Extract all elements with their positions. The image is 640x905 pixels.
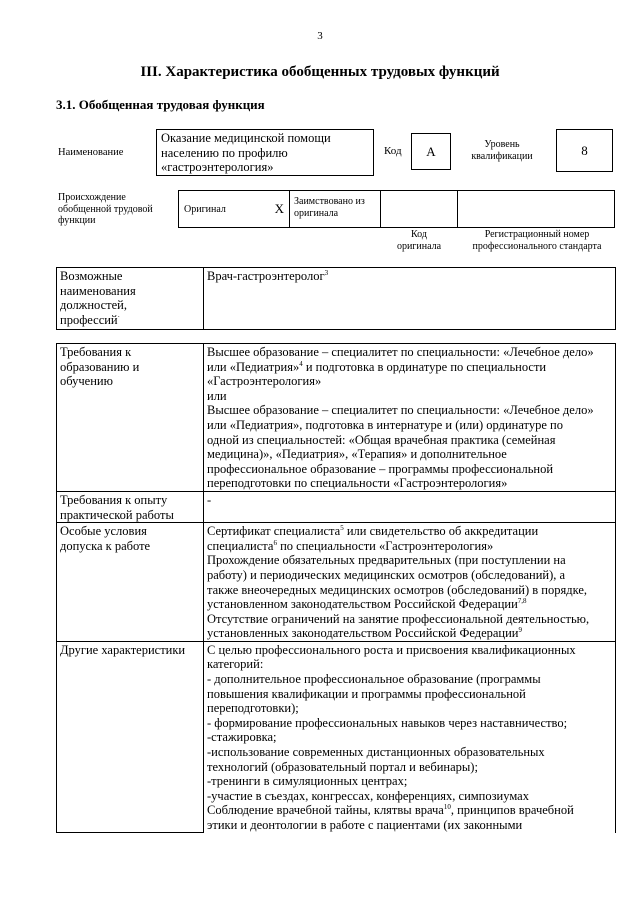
borrowed-cell <box>289 190 381 228</box>
footnote-ref: 9 <box>518 626 522 635</box>
code-original-caption-line: оригинала <box>396 241 442 252</box>
other-line: С целью профессионального роста и присвоения квалификационных <box>207 642 576 657</box>
level-label-line: Уровень <box>484 139 520 150</box>
education-value <box>204 344 616 492</box>
conditions-line: Прохождение обязательных предварительных (при поступлении на <box>207 553 566 568</box>
name-value-box <box>156 129 374 176</box>
other-label <box>57 641 204 832</box>
borrowed-label-line: Заимствовано из <box>294 196 365 207</box>
conditions-line: по специальности «Гастроэнтерология» <box>276 538 494 553</box>
other-row <box>57 641 616 832</box>
regnum-caption-line: профессионального стандарта <box>472 241 602 252</box>
other-label-line: Другие характеристики <box>60 642 186 657</box>
original-cell <box>178 190 290 228</box>
code-original-caption-line: Код <box>411 229 427 240</box>
name-value-line: «гастроэнтерология» <box>161 160 274 174</box>
conditions-line: Сертификат специалиста <box>207 524 341 539</box>
education-line: Высшее образование – специалитет по специальности: «Лечебное дело» <box>207 403 594 418</box>
other-line: - дополнительное профессиональное образование (программы <box>207 672 541 687</box>
positions-value-text: Врач-гастроэнтеролог <box>207 269 325 283</box>
education-line: или <box>207 388 227 403</box>
conditions-line: Отсутствие ограничений на занятие профессиональной деятельностью, <box>207 611 590 626</box>
education-label-line: образованию и <box>60 359 140 374</box>
regnum-cell <box>457 190 615 228</box>
name-value-line: населению по профилю <box>161 145 288 160</box>
footnote-ref: 5 <box>340 523 344 532</box>
other-line: повышения квалификации и программы профессиональной <box>207 686 526 701</box>
level-value: 8 <box>556 129 613 172</box>
education-line: одной из специальностей: «Общая врачебная практика (семейная <box>207 432 556 447</box>
education-line: или «Педиатрия» <box>207 359 300 374</box>
level-label-line: квалификации <box>471 151 533 162</box>
origin-label-line: функции <box>58 215 96 226</box>
other-value <box>204 641 616 832</box>
other-line: - формирование профессиональных навыков через наставничество; <box>207 715 568 730</box>
education-line: и подготовка в ординатуре по специальности <box>305 359 547 374</box>
experience-label-line: практической работы <box>60 507 174 522</box>
education-line: Высшее образование – специалитет по специальности: «Лечебное дело» <box>207 345 594 359</box>
other-line: , принципов врачебной <box>450 803 574 818</box>
code-label: Код <box>384 145 402 157</box>
education-line: или «Педиатрия», подготовка в интернатуре и (или) ординатуре по <box>207 417 563 432</box>
positions-value <box>204 268 616 330</box>
education-line: профессиональное образование – программы профессиональной <box>207 461 554 476</box>
other-line: этики и деонтологии в работе с пациентами (их законными <box>207 818 523 832</box>
conditions-line: специалиста <box>207 538 274 553</box>
regnum-caption <box>452 229 622 253</box>
positions-row <box>57 268 616 330</box>
conditions-line: установленных законодательством Российской Федерации <box>207 626 519 641</box>
education-row <box>57 344 616 492</box>
education-label <box>57 344 204 492</box>
positions-label <box>57 268 204 330</box>
code-value: A <box>411 133 451 170</box>
subsection-title: 3.1. Обобщенная трудовая функция <box>56 97 265 112</box>
positions-label-line: профессий <box>60 312 118 327</box>
education-label-line: обучению <box>60 374 113 389</box>
conditions-label-line: Особые условия <box>60 524 147 539</box>
original-label: Оригинал <box>184 204 226 215</box>
other-line: категорий: <box>207 657 264 672</box>
experience-label <box>57 491 204 522</box>
name-value-line: Оказание медицинской помощи <box>161 131 331 145</box>
origin-label <box>58 192 153 227</box>
experience-line: - <box>207 492 212 507</box>
conditions-row <box>57 523 616 642</box>
borrowed-label-line: оригинала <box>294 208 339 219</box>
education-label-line: Требования к <box>60 345 132 359</box>
positions-label-line: Возможные <box>60 269 123 283</box>
experience-row <box>57 491 616 522</box>
level-label <box>452 139 552 163</box>
origin-label-line: обобщенной трудовой <box>58 203 153 215</box>
conditions-value <box>204 523 616 642</box>
other-line: -участие в съездах, конгрессах, конференциях, симпозиумах <box>207 788 529 803</box>
positions-label-mark: · <box>117 312 120 321</box>
conditions-label <box>57 523 204 642</box>
positions-label-line: должностей, <box>60 298 127 313</box>
other-line: -стажировка; <box>207 730 277 745</box>
page-number: 3 <box>317 30 323 42</box>
other-line: -использование современных дистанционных образовательных <box>207 745 545 760</box>
regnum-caption-line: Регистрационный номер <box>484 229 590 240</box>
code-original-caption <box>380 229 458 253</box>
footnote-ref: 7,8 <box>517 596 527 605</box>
positions-table <box>56 267 616 330</box>
education-line: «Гастроэнтерология» <box>207 374 322 389</box>
requirements-table <box>56 343 616 833</box>
other-line: переподготовки); <box>207 701 299 716</box>
footnote-ref: 4 <box>299 359 303 368</box>
conditions-line: также внеочередных медицинских осмотров (обследований) в порядке, <box>207 582 588 597</box>
conditions-line: или свидетельство об аккредитации <box>343 524 539 539</box>
education-line: переподготовки по специальности «Гастроэнтерология» <box>207 476 508 491</box>
experience-value <box>204 491 616 522</box>
original-mark: X <box>274 201 284 216</box>
conditions-line: установленном законодательством Российской Федерации <box>207 597 518 612</box>
footnote-ref: 10 <box>443 803 451 812</box>
experience-label-line: Требования к опыту <box>60 492 168 507</box>
origin-label-line: Происхождение <box>58 192 126 203</box>
footnote-ref: 3 <box>324 268 329 277</box>
education-line: медицина)», «Педиатрия», «Терапия» и дополнительное <box>207 447 507 462</box>
other-line: -тренинги в симуляционных центрах; <box>207 774 408 789</box>
other-line: технологий (образовательный портал и вебинары); <box>207 759 478 774</box>
name-label: Наименование <box>58 147 124 158</box>
conditions-line: работу) и периодических медицинских осмотров (обследований), а <box>207 567 566 582</box>
section-title: III. Характеристика обобщенных трудовых функций <box>140 64 500 80</box>
other-line: Соблюдение врачебной тайны, клятвы врача <box>207 803 444 818</box>
code-original-cell <box>380 190 458 228</box>
conditions-label-line: допуска к работе <box>60 538 151 553</box>
positions-label-line: наименования <box>60 283 136 298</box>
footnote-ref: 6 <box>273 538 277 547</box>
